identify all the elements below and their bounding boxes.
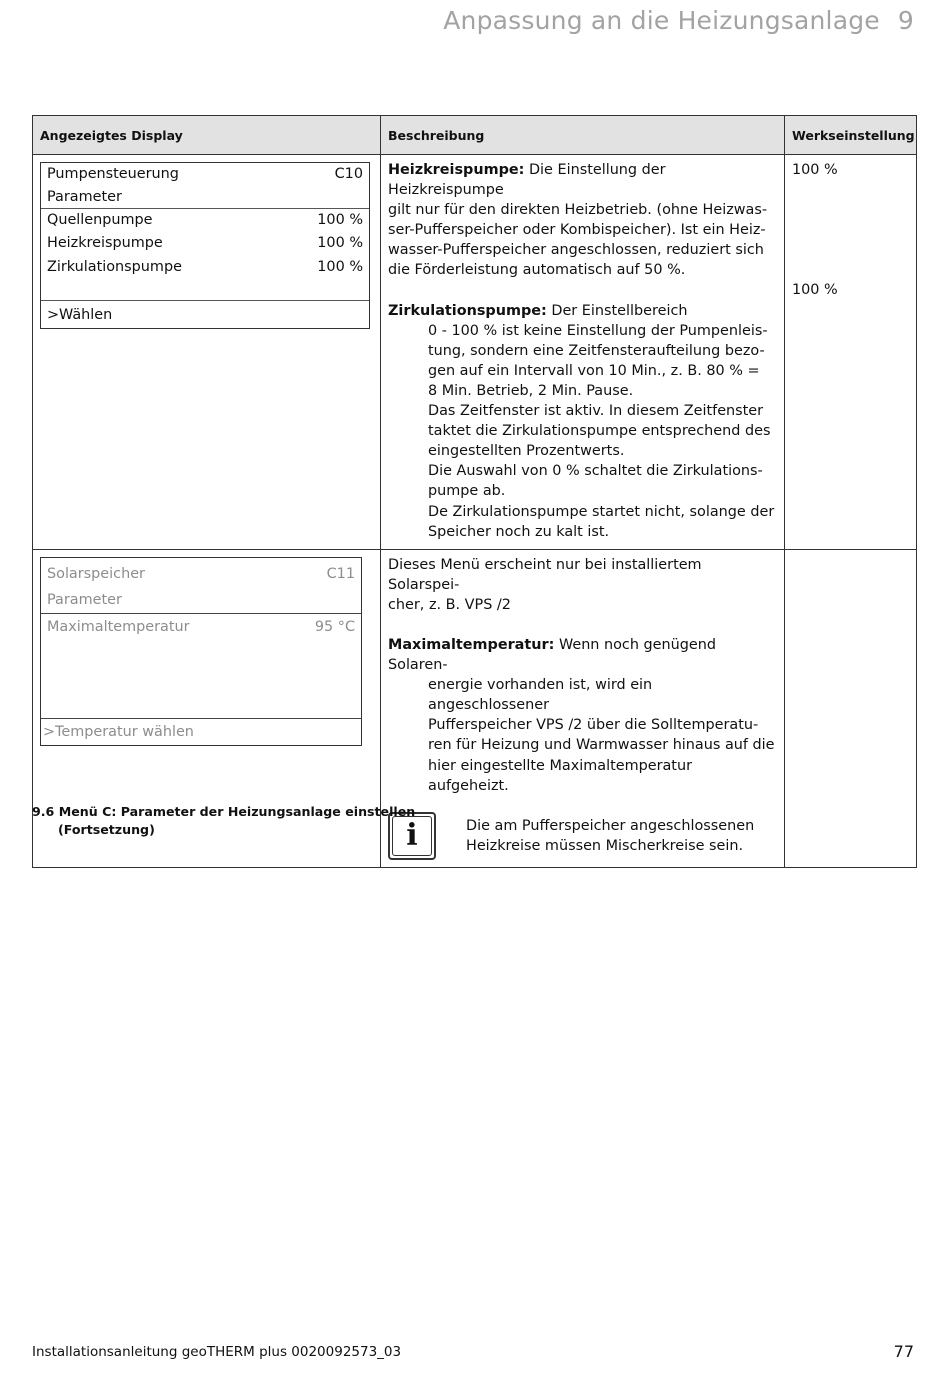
factory-value: 100 % (792, 162, 838, 178)
term-zirkulationspumpe: Zirkulationspumpe: (388, 302, 547, 319)
factory-cell (785, 549, 917, 867)
display-item-value: 95 °C (314, 618, 355, 635)
display-title-row (41, 558, 361, 587)
table-header-row (33, 116, 917, 155)
display-item-label: Heizkreispumpe (47, 235, 163, 251)
description-cell (381, 155, 785, 550)
page-header (443, 6, 914, 35)
display-item (41, 232, 369, 256)
display-item-label: Quellenpumpe (47, 211, 153, 228)
footer-document-title: Installationsanleitung geoTHERM plus 0020092573_03 (32, 1344, 402, 1360)
display-title-row (41, 163, 369, 187)
description-paragraph: Heizkreispumpe: Die Einstellung der Heizkreispumpe gilt nur für den direkten Heizbetrieb. (ohne Heizwas- ser-Pufferspeicher oder Kombispeicher). Ist ein Heiz- wasser-Pufferspeicher angeschlossen, reduziert sich die Förderleistung automatisch auf 50 %. (388, 162, 768, 279)
table-caption (32, 803, 415, 839)
description-cell (381, 549, 785, 867)
display-screen-c11 (40, 557, 362, 746)
table-row (33, 155, 917, 550)
info-note (388, 816, 777, 860)
col-header-factory: Werkseinstellung (785, 116, 917, 155)
display-action: >Wählen (47, 307, 113, 323)
display-item-label: Maximaltemperatur (47, 618, 190, 635)
info-icon: i (388, 812, 436, 860)
description-indented: 0 - 100 % ist keine Einstellung der Pumpenleis- tung, sondern eine Zeitfensteraufteilung bezo- gen auf ein Intervall von 10 Min., z. B. 80 % = 8 Min. Betrieb, 2 Min. Pause. Das Zeitfenster ist aktiv. In diesem Zeitfenster taktet die Zirkulationspumpe entsprechend des eingestellten Prozentwerts. Die Auswahl von 0 % schaltet die Zirkulations- pumpe ab. De Zirkulationspumpe startet nicht, solange der Speicher noch zu kalt ist. (428, 322, 775, 540)
display-subtitle: Parameter (47, 188, 122, 205)
col-header-display: Angezeigtes Display (33, 116, 381, 155)
description-paragraph: Dieses Menü erscheint nur bei installiertem Solarspei- cher, z. B. VPS /2 (388, 556, 702, 613)
display-item-value: 100 % (317, 211, 363, 228)
header-title: Anpassung an die Heizungsanlage (443, 6, 880, 35)
display-code: C11 (326, 565, 355, 582)
display-title: Solarspeicher (47, 565, 145, 582)
display-cell (33, 155, 381, 550)
term-maximaltemperatur: Maximaltemperatur: (388, 636, 555, 653)
display-subtitle-row (41, 187, 369, 208)
display-item-value: 100 % (317, 258, 363, 275)
factory-cell (785, 155, 917, 550)
display-action-row (41, 719, 361, 745)
display-item (41, 256, 369, 280)
chapter-number: 9 (897, 6, 914, 35)
display-subtitle: Parameter (47, 591, 122, 608)
description-indented: energie vorhanden ist, wird ein angeschlossener Pufferspeicher VPS /2 über die Solltemperatu- ren für Heizung und Warmwasser hinaus auf die hier eingestellte Maximaltemperatur aufgeheizt. (428, 677, 775, 794)
info-text: Die am Pufferspeicher angeschlossenen Heizkreise müssen Mischerkreise sein. (466, 817, 755, 854)
parameter-table (32, 115, 917, 868)
display-screen-c10 (40, 162, 370, 329)
description-paragraph: Maximaltemperatur: Wenn noch genügend Solaren- (388, 636, 717, 674)
caption-continuation: (Fortsetzung) (58, 822, 155, 837)
display-subtitle-row (41, 587, 361, 613)
display-item-label: Zirkulationspumpe (47, 258, 182, 275)
description-paragraph: Zirkulationspumpe: Der Einstellbereich (388, 302, 688, 319)
display-code: C10 (334, 166, 363, 182)
display-item-value: 100 % (317, 235, 363, 251)
display-item (41, 209, 369, 233)
display-title: Pumpensteuerung (47, 166, 179, 182)
term-heizkreispumpe: Heizkreispumpe: (388, 162, 525, 178)
col-header-description: Beschreibung (381, 116, 785, 155)
display-item (41, 614, 361, 640)
caption-line: 9.6 Menü C: Parameter der Heizungsanlage einstellen (32, 804, 416, 819)
factory-value: 100 % (792, 282, 838, 299)
page-number: 77 (893, 1342, 914, 1361)
display-action: >Temperatur wählen (43, 723, 194, 740)
display-action-row (41, 301, 369, 328)
